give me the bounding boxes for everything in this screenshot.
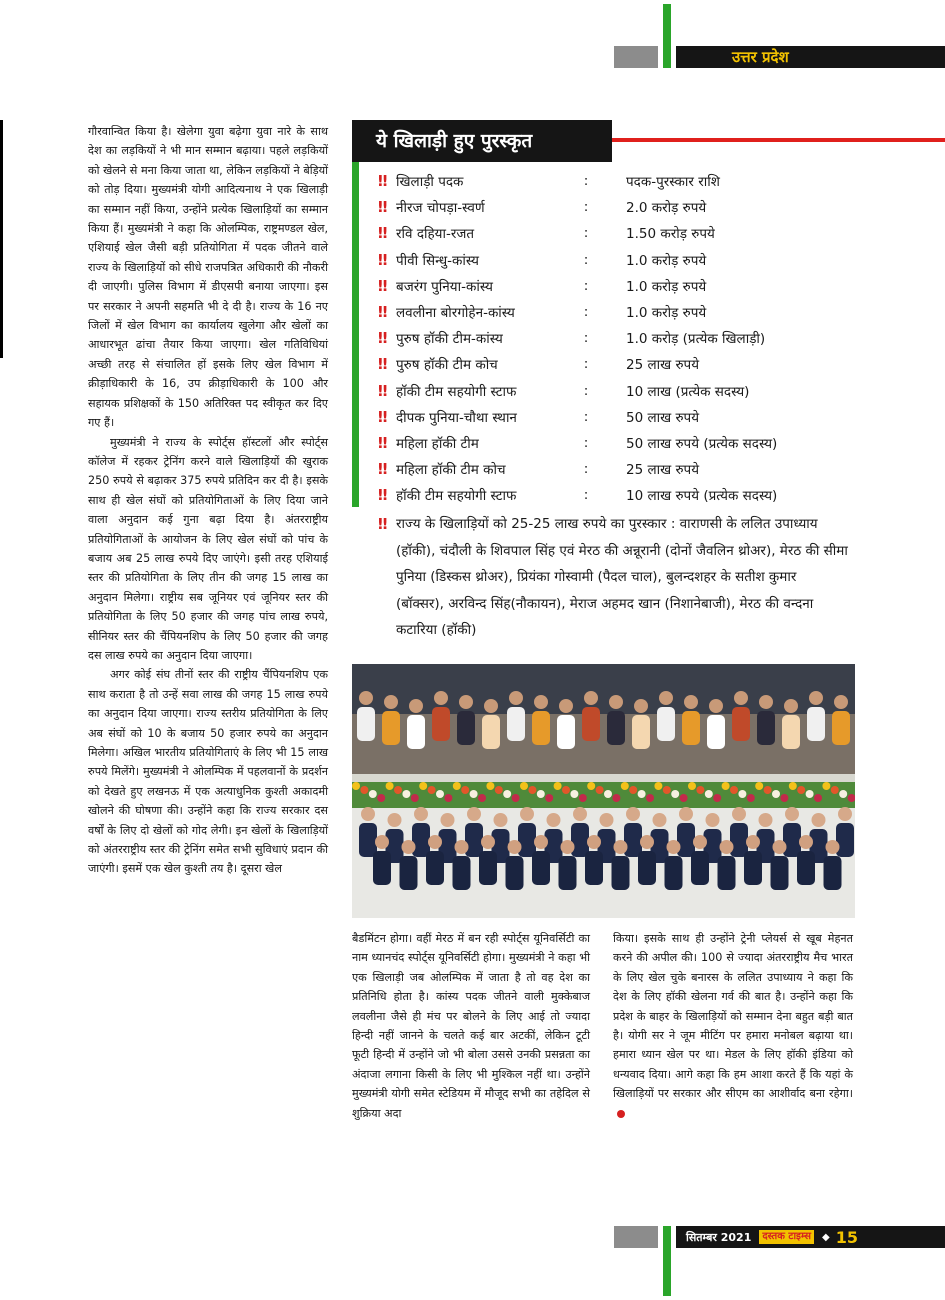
exclamation-bullet-icon: ‼ [378,433,388,452]
awards-note [378,511,848,644]
award-amount: 10 लाख (प्रत्येक सदस्य) [626,383,750,400]
article-left-column [88,122,328,879]
section-header [676,46,945,68]
exclamation-bullet-icon: ‼ [378,250,388,269]
award-colon: : [583,461,589,478]
award-name: बजरंग पुनिया-कांस्य [396,278,493,295]
award-colon: : [583,173,589,190]
awards-list [378,168,798,508]
exclamation-bullet-icon: ‼ [378,276,388,295]
award-amount: 1.50 करोड़ रुपये [626,226,715,243]
ceremony-photo [352,664,855,918]
award-colon: : [583,225,589,242]
award-amount: 1.0 करोड़ रुपये [626,305,707,322]
article-middle-column [352,929,590,1123]
award-row [378,247,798,273]
award-colon: : [583,330,589,347]
footer-green-bar [663,1226,671,1296]
exclamation-bullet-icon: ‼ [378,224,388,243]
exclamation-bullet-icon: ‼ [378,198,388,217]
award-row [378,404,798,430]
award-amount: 50 लाख रुपये (प्रत्येक सदस्य) [626,435,778,452]
footer-gray-block [614,1226,658,1248]
award-colon: : [583,434,589,451]
award-name: पुरुष हॉकी टीम-कांस्य [396,331,503,348]
award-amount: 10 लाख रुपये (प्रत्येक सदस्य) [626,488,778,505]
header-gray-block [614,46,658,68]
header-green-bar [663,4,671,68]
exclamation-bullet-icon: ‼ [378,515,388,533]
awards-note-text: राज्य के खिलाड़ियों को 25-25 लाख रुपये का पुरस्कार : वाराणसी के ललित उपाध्याय (हॉकी), चंदौली के शिवपाल सिंह एवं मेरठ की अन्नूरानी (दोनों जैवलिन थ्रोअर), मेरठ की सीमा पुनिया (डिस्कस थ्रोअर), प्रियंका गोस्वामी (पैदल चाल), बुलन्दशहर के सतीश कुमार (बॉक्सर), अरविन्द सिंह(नौकायन), मेराज अहमद खान (निशानेबाजी), मेरठ की वन्दना कटारिया (हॉकी) [396,516,848,638]
award-name: खिलाड़ी पदक [396,174,464,191]
award-amount: 25 लाख रुपये [626,357,700,374]
article-right-column [613,929,853,1123]
end-mark-icon [617,1110,625,1118]
award-colon: : [583,199,589,216]
award-colon: : [583,408,589,425]
diamond-icon: ◆ [821,1231,830,1243]
exclamation-bullet-icon: ‼ [378,460,388,479]
award-row [378,351,798,377]
awards-green-bar [352,162,359,507]
awards-title-text: ये खिलाड़ी हुए पुरस्कृत [376,130,533,152]
award-name: हॉकी टीम सहयोगी स्टाफ [396,488,517,505]
awards-title [352,120,612,162]
page-footer [676,1226,945,1248]
award-amount: 2.0 करोड़ रुपये [626,200,707,217]
section-title: उत्तर प्रदेश [732,48,789,66]
page-number: 15 [835,1227,858,1247]
award-amount: 50 लाख रुपये [626,409,700,426]
exclamation-bullet-icon: ‼ [378,303,388,322]
award-amount: 1.0 करोड़ रुपये [626,252,707,269]
award-row [378,378,798,404]
award-row [378,299,798,325]
award-row [378,194,798,220]
exclamation-bullet-icon: ‼ [378,355,388,374]
award-colon: : [583,356,589,373]
article-paragraph: गौरवान्वित किया है। खेलेगा युवा बढ़ेगा युवा नारे के साथ देश का लड़कियों ने भी मान सम्मान बढ़ाया। पहले लड़कियों को खेलने से मना किया जाता था, लेकिन लड़कियों ने बेड़ियों को तोड़ दिया। मुख्यमंत्री योगी आदित्यनाथ ने एक खिलाड़ी का सम्मान नहीं किया, उन्होंने प्रत्येक खिलाड़ियों का सम्मान किया हैं। मुख्यमंत्री ने कहा कि ओलम्पिक, राष्ट्रमण्डल खेल, एशियाई खेल जैसी बड़ी प्रतियोगिता में पदक जीतने वाले राज्य के खिलाड़ियों को सीधे राजपत्रित अधिकारी की नौकरी दी जाएगी। पुलिस विभाग में डीएसपी बनाया जाएगा। इस पर सरकार ने अपनी सहमति भी दे दी है। राज्य के 16 नए जिलों में खेल विभाग का कार्यालय खुलेगा और खेलों का आधारभूत ढांचा तैयार किया जाएगा। खेल गतिविधियां अच्छी तरह से संचालित हों इसके लिए खेल विभाग में क्रीड़ाधिकारी के 16, उप क्रीड़ाधिकारी के 100 और सहायक प्रशिक्षकों के 150 अतिरिक्त पद स्वीकृत कर दिए गए हैं। [88,125,328,430]
article-paragraph: मुख्यमंत्री ने राज्य के स्पोर्ट्स हॉस्टलों और स्पोर्ट्स कॉलेज में रहकर ट्रेनिंग करने वाले खिलाड़ियों की खुराक 250 रुपये से बढ़ाकर 375 रुपये प्रतिदिन कर दी है। इसके साथ ही खेल संघों को प्रतियोगिताओं के लिए दिया जाने वाला अनुदान कई गुना बढ़ा दिया है। अंतरराष्ट्रीय प्रतियोगिताओं के आयोजन के लिए खेल संघों को पांच के बजाय अब 25 लाख रुपये दिए जाएंगे। इसी तरह एशियाई स्तर की प्रतियोगिता के लिए तीन की जगह 15 लाख का अनुदान मिलेगा। राष्ट्रीय सब जूनियर एवं जूनियर स्तर की प्रतियोगिता के लिए 50 हजार की जगह पांच लाख रुपये, सीनियर स्तर की चैंपियनशिप के लिए 50 हजार की जगह दस लाख रुपये का अनुदान दिया जाएगा। [88,435,328,662]
award-name: हॉकी टीम सहयोगी स्टाफ [396,383,517,400]
award-colon: : [583,487,589,504]
award-colon: : [583,304,589,321]
award-colon: : [583,251,589,268]
exclamation-bullet-icon: ‼ [378,329,388,348]
awards-title-rule [612,138,945,142]
award-amount: 25 लाख रुपये [626,462,700,479]
award-colon: : [583,277,589,294]
magazine-logo: दस्तक टाइम्स [759,1230,814,1244]
award-row [378,482,798,508]
award-name: पुरुष हॉकी टीम कोच [396,357,498,374]
article-paragraph: बैडमिंटन होगा। वहीं मेरठ में बन रही स्पोर्ट्स यूनिवर्सिटी का नाम ध्यानचंद स्पोर्ट्स यूनिवर्सिटी होगा। मुख्यमंत्री ने कहा भी एक खिलाड़ी जब ओलम्पिक में जाता है तो वह देश का प्रतिनिधि होता है। कांस्य पदक जीतने वाली मुक्केबाज लवलीना जैसे ही मंच पर बोलने के लिए आई तो ज्यादा हिन्दी नहीं जानने के चलते कई बार अटकीं, लेकिन टूटी फूटी हिन्दी में उन्होंने जो भी बोला उससे उनकी प्रसन्नता का अंदाजा लगाना किसी के लिए भी मुश्किल नहीं था। उन्होंने मुख्यमंत्री योगी समेत स्टेडियम में मौजूद सभी का तहेदिल से शुक्रिया अदा [352,932,590,1120]
exclamation-bullet-icon: ‼ [378,407,388,426]
award-row [378,430,798,456]
article-paragraph: अगर कोई संघ तीनों स्तर की राष्ट्रीय चैंपियनशिप एक साथ कराता है तो उन्हें सवा लाख की जगह 15 लाख रुपये का अनुदान दिया जाएगा। राज्य स्तरीय प्रतियोगिता के लिए अब संघों को 10 के बजाय 50 हजार रुपये का अनुदान मिलेगा। अखिल भारतीय प्रतियोगिताएं के लिए भी 15 लाख रुपये मिलेंगे। मुख्यमंत्री ने ओलम्पिक में पहलवानों के प्रदर्शन को देखते हुए लखनऊ में एक अत्याधुनिक कुश्ती अकादमी खोलने की घोषणा की। उन्होंने कहा कि राज्य सरकार दस वर्षों के लिए दो खेलों को गोद लेगी। इन खेलों के खिलाड़ियों को अंतरराष्ट्रीय स्तर की ट्रेनिंग समेत सभी सुविधाएं प्रदान की जाएंगी। इसमें एक खेल कुश्ती तय है। दूसरा खेल [88,668,328,876]
award-row [378,273,798,299]
award-amount: 1.0 करोड़ रुपये [626,278,707,295]
left-margin-bar [0,120,3,358]
exclamation-bullet-icon: ‼ [378,381,388,400]
award-name: पीवी सिन्धु-कांस्य [396,252,479,269]
award-amount: 1.0 करोड़ (प्रत्येक खिलाड़ी) [626,331,766,348]
award-amount: पदक-पुरस्कार राशि [626,174,720,191]
exclamation-bullet-icon: ‼ [378,172,388,191]
award-name: महिला हॉकी टीम [396,435,479,452]
award-name: दीपक पुनिया-चौथा स्थान [396,409,517,426]
issue-date: सितम्बर 2021 [686,1230,752,1244]
award-name: महिला हॉकी टीम कोच [396,462,506,479]
award-name: नीरज चोपड़ा-स्वर्ण [396,200,485,217]
award-row [378,325,798,351]
award-row [378,168,798,194]
award-name: रवि दहिया-रजत [396,226,475,243]
award-row [378,220,798,246]
award-row [378,456,798,482]
award-colon: : [583,382,589,399]
article-paragraph: किया। इसके साथ ही उन्होंने ट्रेनी प्लेयर्स से खूब मेहनत करने की अपील की। 100 से ज्यादा अंतरराष्ट्रीय मैच भारत के लिए खेल चुके बनारस के ललित उपाध्याय ने कहा कि देश के लिए हॉकी खेलना गर्व की बात है। उन्होंने कहा कि प्रदेश के बाहर के खिलाड़ियों को सम्मान देना बहुत बड़ी बात है। योगी सर ने जूम मीटिंग पर हमारा मनोबल बढ़ाया था। हमारा ध्यान खेल पर था। मेडल के लिए हॉकी इंडिया को धन्यवाद दिया। आगे कहा कि हम आशा करते हैं कि यहां के खिलाड़ियों पर सरकार और सीएम का आशीर्वाद बना रहेगा। [613,932,853,1101]
exclamation-bullet-icon: ‼ [378,486,388,505]
award-name: लवलीना बोरगोहेन-कांस्य [396,305,515,322]
